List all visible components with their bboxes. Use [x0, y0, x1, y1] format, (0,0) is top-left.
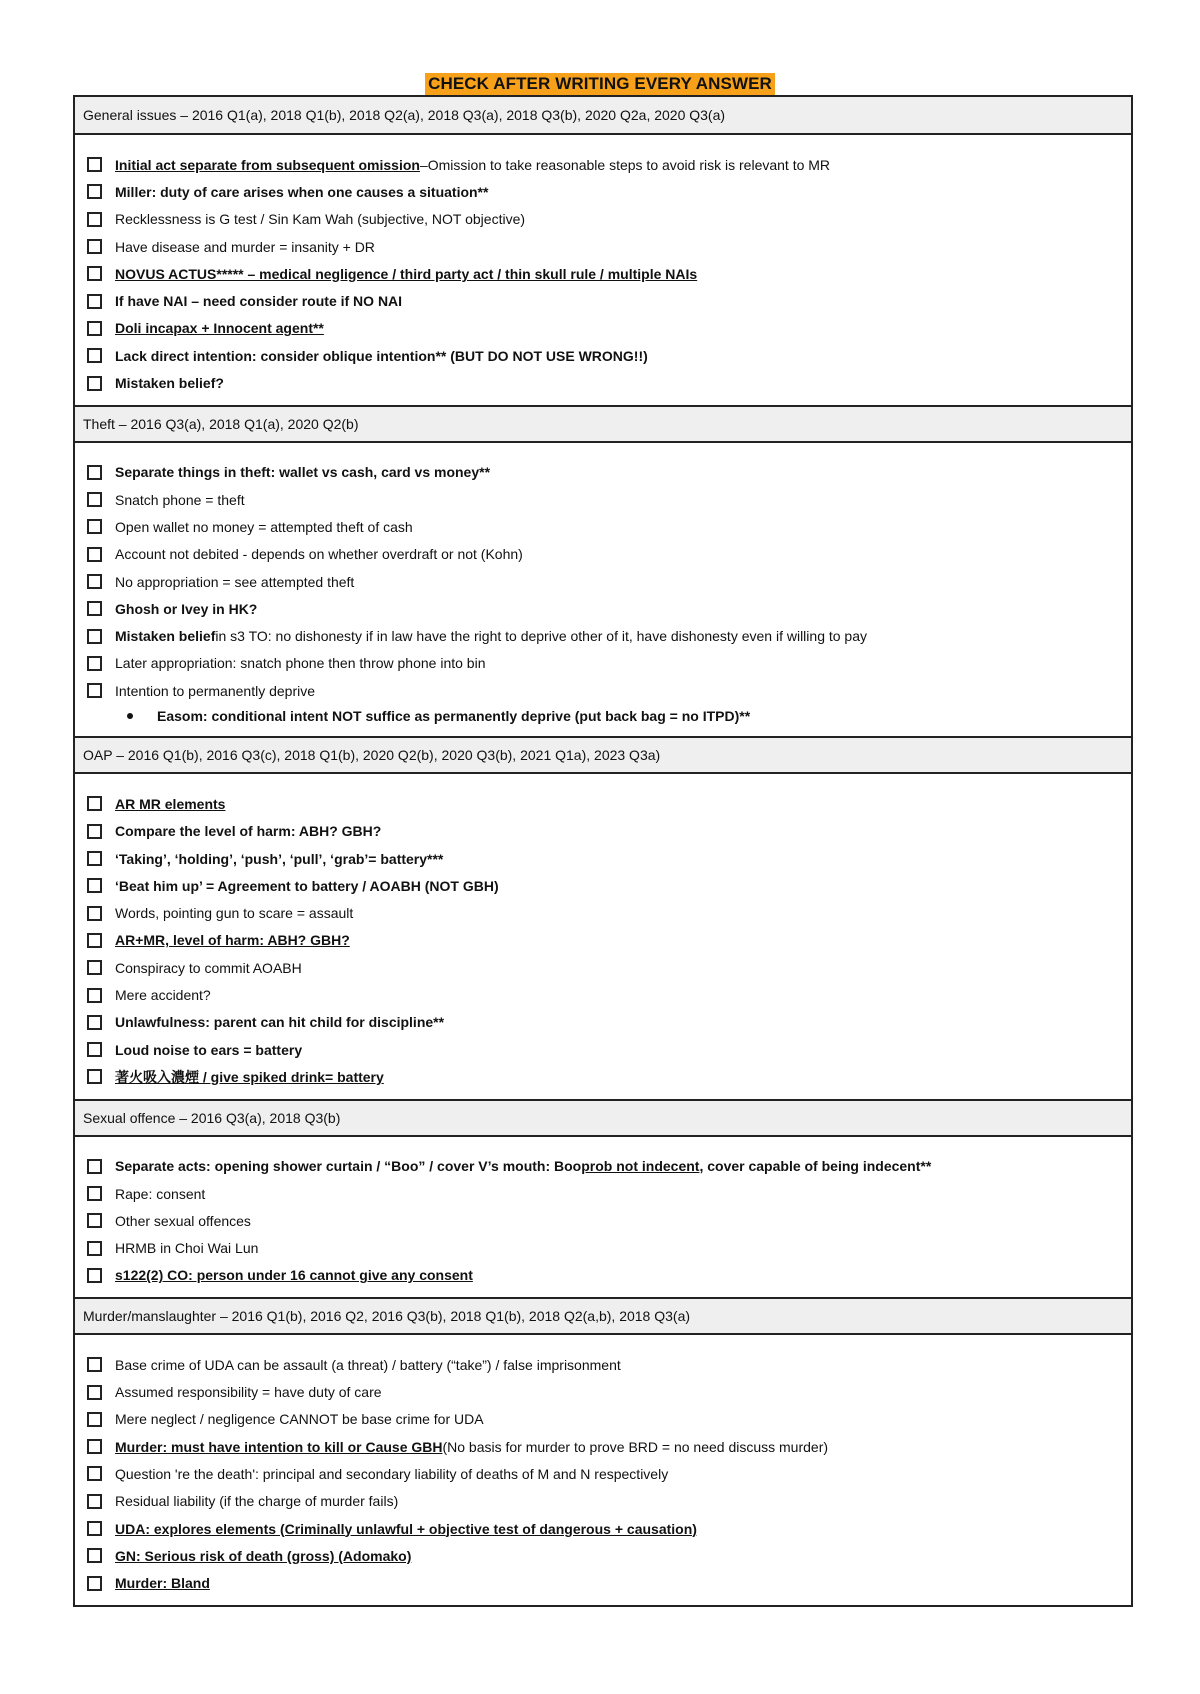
checkbox[interactable]	[87, 1466, 102, 1481]
checkbox[interactable]	[87, 348, 102, 363]
checklist-item	[87, 486, 1131, 513]
item-text: , cover capable of being indecent**	[699, 1158, 932, 1175]
checklist-item	[87, 1153, 1131, 1180]
item-text: Open wallet no money = attempted theft of cash	[115, 518, 413, 535]
item-text: prob not indecent	[581, 1158, 700, 1175]
checklist-item	[87, 1378, 1131, 1405]
checkbox[interactable]	[87, 933, 102, 948]
item-text: Words, pointing gun to scare = assault	[115, 905, 354, 922]
section-body	[75, 1335, 1131, 1605]
checkbox[interactable]	[87, 492, 102, 507]
checkbox[interactable]	[87, 1385, 102, 1400]
checklist-table	[73, 95, 1133, 1607]
checklist-item	[87, 287, 1131, 314]
item-text: Loud noise to ears = battery	[115, 1041, 303, 1058]
checkbox[interactable]	[87, 1159, 102, 1174]
checkbox[interactable]	[87, 321, 102, 336]
checkbox[interactable]	[87, 683, 102, 698]
section-body	[75, 1137, 1131, 1297]
checklist-item	[87, 342, 1131, 369]
item-text: Recklessness is G test / Sin Kam Wah (subjective, NOT objective)	[115, 211, 526, 228]
item-text: Murder: Bland	[115, 1575, 210, 1592]
checklist-item	[87, 1569, 1131, 1596]
item-text: Have disease and murder = insanity + DR	[115, 238, 375, 255]
checklist-item	[87, 595, 1131, 622]
checklist-item	[87, 1262, 1131, 1289]
checkbox[interactable]	[87, 574, 102, 589]
checklist-item	[87, 790, 1131, 817]
checklist-item	[87, 1207, 1131, 1234]
item-text: –Omission to take reasonable steps to avoid risk is relevant to MR	[419, 156, 831, 173]
bullet-icon	[127, 713, 133, 719]
checkbox[interactable]	[87, 1042, 102, 1057]
checkbox[interactable]	[87, 465, 102, 480]
item-text: ‘Taking’, ‘holding’, ‘push’, ‘pull’, ‘grab’= battery***	[115, 850, 444, 867]
checkbox[interactable]	[87, 1494, 102, 1509]
item-text: Mere accident?	[115, 987, 211, 1004]
checklist-item	[87, 677, 1131, 704]
checkbox[interactable]	[87, 1548, 102, 1563]
item-text: AR MR elements	[115, 795, 226, 812]
checkbox[interactable]	[87, 212, 102, 227]
checkbox[interactable]	[87, 266, 102, 281]
bullet-item	[87, 704, 1131, 728]
checklist-item	[87, 954, 1131, 981]
item-text: Question 're the death': principal and secondary liability of deaths of M and N respectively	[115, 1465, 669, 1482]
checklist-item	[87, 818, 1131, 845]
checkbox[interactable]	[87, 1241, 102, 1256]
checklist-item	[87, 1515, 1131, 1542]
checklist-item	[87, 178, 1131, 205]
section-body	[75, 443, 1131, 737]
section-header: General issues – 2016 Q1(a), 2018 Q1(b), 2018 Q2(a), 2018 Q3(a), 2018 Q3(b), 2020 Q2a, 2020 Q3(a)	[75, 97, 1131, 135]
checkbox[interactable]	[87, 1576, 102, 1591]
item-text: Conspiracy to commit AOABH	[115, 959, 302, 976]
item-text: Residual liability (if the charge of murder fails)	[115, 1493, 399, 1510]
checklist-item	[87, 981, 1131, 1008]
checkbox[interactable]	[87, 988, 102, 1003]
checkbox[interactable]	[87, 1439, 102, 1454]
checklist-item	[87, 1235, 1131, 1262]
checkbox[interactable]	[87, 184, 102, 199]
item-text: 著火吸入濃煙 / give spiked drink= battery	[115, 1068, 384, 1085]
item-text: Compare the level of harm: ABH? GBH?	[115, 823, 382, 840]
section-header: Theft – 2016 Q3(a), 2018 Q1(a), 2020 Q2(b)	[75, 405, 1131, 443]
item-text: Mistaken belief	[115, 628, 216, 645]
item-text: Mistaken belief?	[115, 375, 224, 392]
item-text: If have NAI – need consider route if NO NAI	[115, 293, 403, 310]
checkbox[interactable]	[87, 796, 102, 811]
item-text: AR+MR, level of harm: ABH? GBH?	[115, 932, 350, 949]
item-text: Mere neglect / negligence CANNOT be base crime for UDA	[115, 1411, 484, 1428]
section-header: Murder/manslaughter – 2016 Q1(b), 2016 Q2, 2016 Q3(b), 2018 Q1(b), 2018 Q2(a,b), 2018 Q3(a)	[75, 1297, 1131, 1335]
item-text: Base crime of UDA can be assault (a threat) / battery (“take”) / false imprisonment	[115, 1356, 621, 1373]
checklist-item	[87, 650, 1131, 677]
bullet-text: Easom: conditional intent NOT suffice as permanently deprive (put back bag = no ITPD)**	[157, 708, 751, 725]
checkbox[interactable]	[87, 1186, 102, 1201]
checklist-item	[87, 1009, 1131, 1036]
item-text: Unlawfulness: parent can hit child for discipline**	[115, 1014, 445, 1031]
checkbox[interactable]	[87, 1357, 102, 1372]
checkbox[interactable]	[87, 824, 102, 839]
item-text: Intention to permanently deprive	[115, 682, 316, 699]
checklist-item	[87, 1460, 1131, 1487]
checklist-item	[87, 1180, 1131, 1207]
item-text: No appropriation = see attempted theft	[115, 573, 355, 590]
page-title-container	[0, 73, 1200, 95]
checklist-item	[87, 233, 1131, 260]
checklist-item	[87, 568, 1131, 595]
section-header: OAP – 2016 Q1(b), 2016 Q3(c), 2018 Q1(b), 2020 Q2(b), 2020 Q3(b), 2021 Q1a), 2023 Q3a)	[75, 736, 1131, 774]
item-text: (No basis for murder to prove BRD = no need discuss murder)	[442, 1438, 829, 1455]
checkbox[interactable]	[87, 656, 102, 671]
checkbox[interactable]	[87, 851, 102, 866]
checklist-item	[87, 622, 1131, 649]
checklist-item	[87, 260, 1131, 287]
item-text: Ghosh or Ivey in HK?	[115, 600, 258, 617]
checklist-item	[87, 1063, 1131, 1090]
item-text: Separate acts: opening shower curtain / “Boo” / cover V’s mouth: Boo	[115, 1158, 582, 1175]
checklist-item	[87, 1036, 1131, 1063]
checklist-item	[87, 151, 1131, 178]
item-text: GN: Serious risk of death (gross) (Adomako)	[115, 1547, 412, 1564]
checklist-item	[87, 206, 1131, 233]
checklist-item	[87, 872, 1131, 899]
item-text: Doli incapax + Innocent agent**	[115, 320, 324, 337]
item-text: Rape: consent	[115, 1185, 206, 1202]
checkbox[interactable]	[87, 878, 102, 893]
checkbox[interactable]	[87, 1268, 102, 1283]
checkbox[interactable]	[87, 1015, 102, 1030]
checklist-item	[87, 459, 1131, 486]
item-text: Lack direct intention: consider oblique intention** (BUT DO NOT USE WRONG!!)	[115, 347, 648, 364]
checkbox[interactable]	[87, 294, 102, 309]
checklist-item	[87, 513, 1131, 540]
checkbox[interactable]	[87, 376, 102, 391]
checklist-item	[87, 1351, 1131, 1378]
item-text: in s3 TO: no dishonesty if in law have the right to deprive other of it, have dishonesty even if willing to pay	[215, 628, 868, 645]
checklist-item	[87, 845, 1131, 872]
item-text: Snatch phone = theft	[115, 491, 245, 508]
checkbox[interactable]	[87, 1521, 102, 1536]
checkbox[interactable]	[87, 1412, 102, 1427]
item-text: Separate things in theft: wallet vs cash, card vs money**	[115, 464, 491, 481]
item-text: Later appropriation: snatch phone then throw phone into bin	[115, 655, 486, 672]
checkbox[interactable]	[87, 519, 102, 534]
checklist-item	[87, 1433, 1131, 1460]
checklist-item	[87, 369, 1131, 396]
item-text: NOVUS ACTUS***** – medical negligence / third party act / thin skull rule / multiple NAIs	[115, 265, 698, 282]
checklist-item	[87, 900, 1131, 927]
checkbox[interactable]	[87, 601, 102, 616]
section-header: Sexual offence – 2016 Q3(a), 2018 Q3(b)	[75, 1099, 1131, 1137]
item-text: Assumed responsibility = have duty of care	[115, 1384, 382, 1401]
checkbox[interactable]	[87, 629, 102, 644]
checkbox[interactable]	[87, 906, 102, 921]
item-text: UDA: explores elements (Criminally unlawful + objective test of dangerous + causation)	[115, 1520, 697, 1537]
item-text: HRMB in Choi Wai Lun	[115, 1240, 259, 1257]
checkbox[interactable]	[87, 1069, 102, 1084]
item-text: Account not debited - depends on whether overdraft or not (Kohn)	[115, 546, 523, 563]
checkbox[interactable]	[87, 1213, 102, 1228]
item-text: ‘Beat him up’ = Agreement to battery / AOABH (NOT GBH)	[115, 877, 499, 894]
page-title: CHECK AFTER WRITING EVERY ANSWER	[425, 73, 775, 95]
item-text: Miller: duty of care arises when one causes a situation**	[115, 183, 489, 200]
checkbox[interactable]	[87, 157, 102, 172]
item-text: Other sexual offences	[115, 1212, 251, 1229]
checklist-item	[87, 1406, 1131, 1433]
checkbox[interactable]	[87, 547, 102, 562]
checkbox[interactable]	[87, 960, 102, 975]
section-body	[75, 774, 1131, 1098]
item-text: Murder: must have intention to kill or Cause GBH	[115, 1438, 443, 1455]
checklist-item	[87, 541, 1131, 568]
item-text: Initial act separate from subsequent omission	[115, 156, 420, 173]
checklist-item	[87, 1488, 1131, 1515]
checkbox[interactable]	[87, 239, 102, 254]
section-body	[75, 135, 1131, 405]
checklist-item	[87, 315, 1131, 342]
checklist-item	[87, 927, 1131, 954]
checklist-item	[87, 1542, 1131, 1569]
item-text: s122(2) CO: person under 16 cannot give any consent	[115, 1267, 473, 1284]
